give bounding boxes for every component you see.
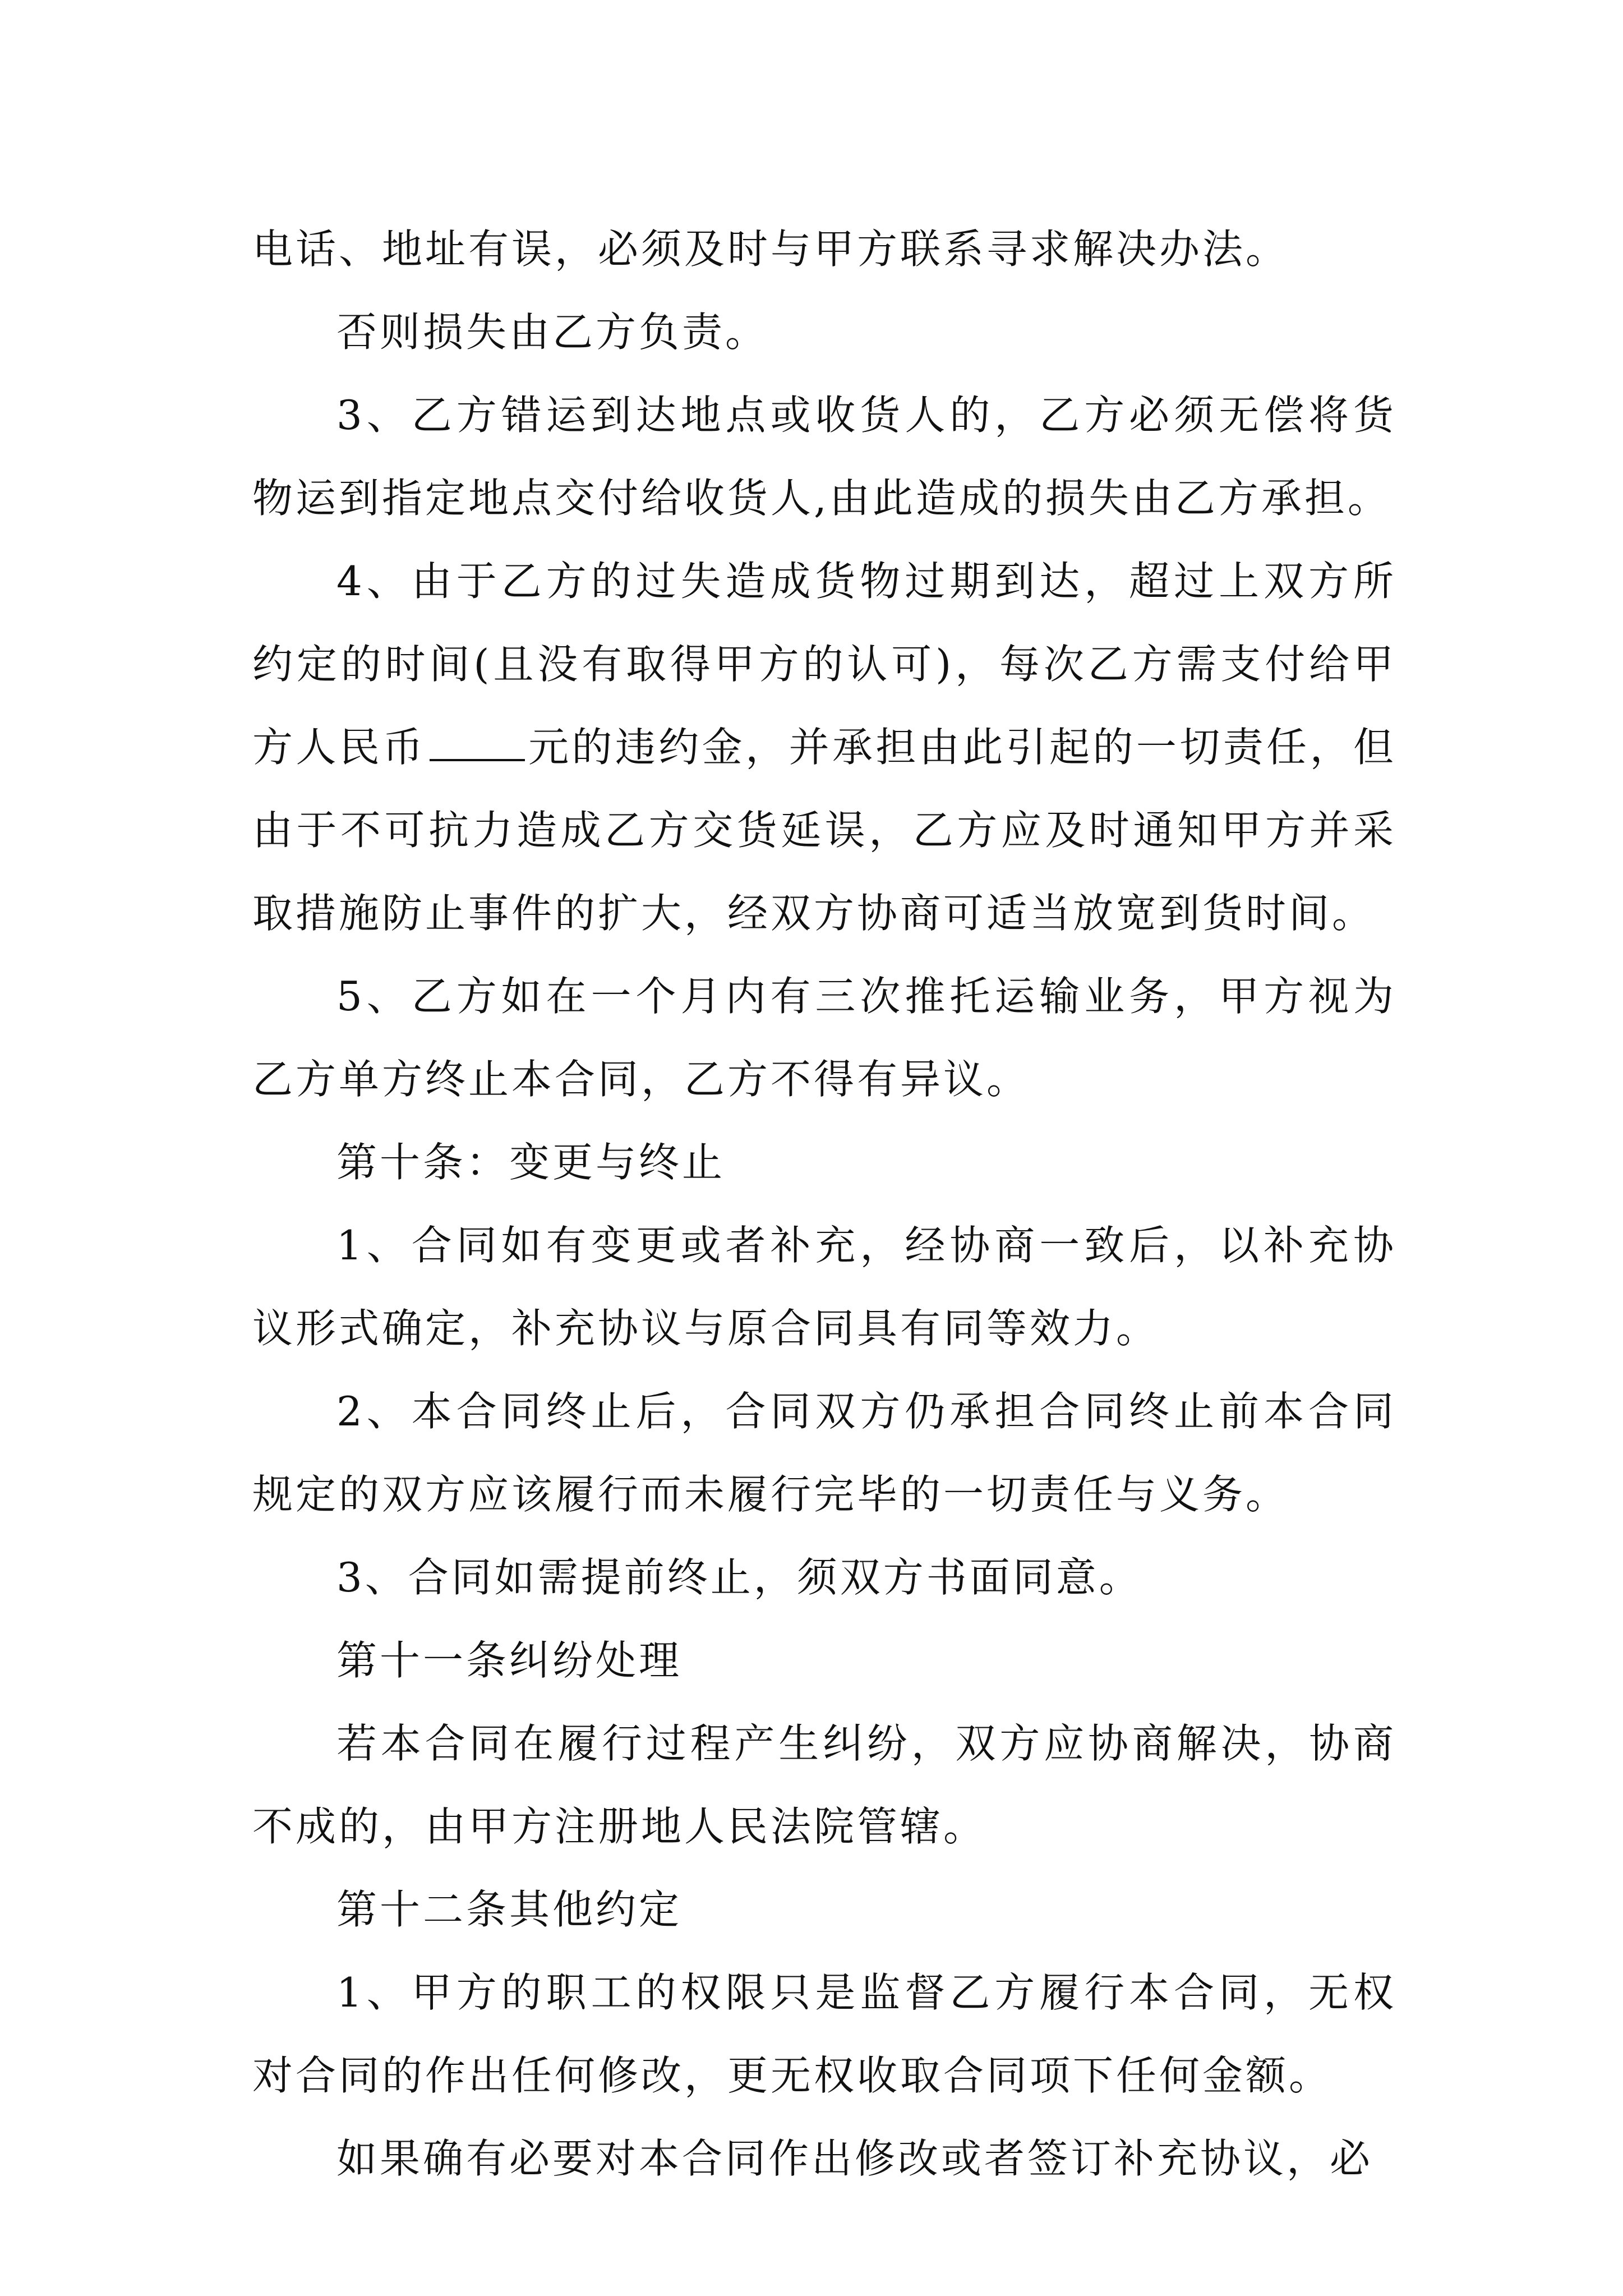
paragraph-amendment-note: 如果确有必要对本合同作出修改或者签订补充协议，必 — [336, 2135, 1373, 2182]
section-heading-article-11: 第十一条纠纷处理 — [336, 1637, 683, 1684]
section-heading-article-10: 第十条：变更与终止 — [336, 1139, 726, 1186]
paragraph-loss-liability: 否则损失由乙方负责。 — [336, 309, 769, 356]
amount-blank-line — [430, 725, 525, 761]
paragraph-dispute-resolution: 若本合同在履行过程产生纠纷，双方应协商解决，协商不成的，由甲方注册地人民法院管辖。 — [252, 1720, 1396, 1850]
clause-4-text-after-blank: 元的违约金，并承担由此引起的一切责任，但由于不可抗力造成乙方交货延误，乙方应及时通知甲方并采取措施防止事件的扩大，经双方协商可适当放宽到货时间。 — [252, 724, 1396, 937]
paragraph-contact-error: 电话、地址有误，必须及时与甲方联系寻求解决办法。 — [252, 226, 1289, 273]
paragraph-article-10-clause-2: 2、本合同终止后，合同双方仍承担合同终止前本合同规定的双方应该履行而未履行完毕的一切责任与义务。 — [252, 1388, 1396, 1518]
paragraph-clause-5-refusal: 5、乙方如在一个月内有三次推托运输业务，甲方视为乙方单方终止本合同，乙方不得有异议。 — [252, 973, 1396, 1103]
paragraph-article-10-clause-3: 3、合同如需提前终止，须双方书面同意。 — [336, 1554, 1142, 1601]
paragraph-article-10-clause-1: 1、合同如有变更或者补充，经协商一致后，以补充协议形式确定，补充协议与原合同具有同等效力。 — [252, 1222, 1396, 1352]
clause-4-text-before-blank: 4、由于乙方的过失造成货物过期到达，超过上双方所约定的时间(且没有取得甲方的认可)，每次乙方需支付给甲方人民币 — [252, 558, 1396, 771]
paragraph-clause-3-misdelivery: 3、乙方错运到达地点或收货人的，乙方必须无偿将货物运到指定地点交付给收货人,由此造成的损失由乙方承担。 — [252, 392, 1396, 522]
document-body — [252, 208, 1396, 2200]
paragraph-article-12-clause-1: 1、甲方的职工的权限只是监督乙方履行本合同，无权对合同的作出任何修改，更无权收取合同项下任何金额。 — [252, 1969, 1396, 2099]
paragraph-clause-4-late-delivery — [252, 540, 1396, 955]
section-heading-article-12: 第十二条其他约定 — [336, 1886, 683, 1933]
